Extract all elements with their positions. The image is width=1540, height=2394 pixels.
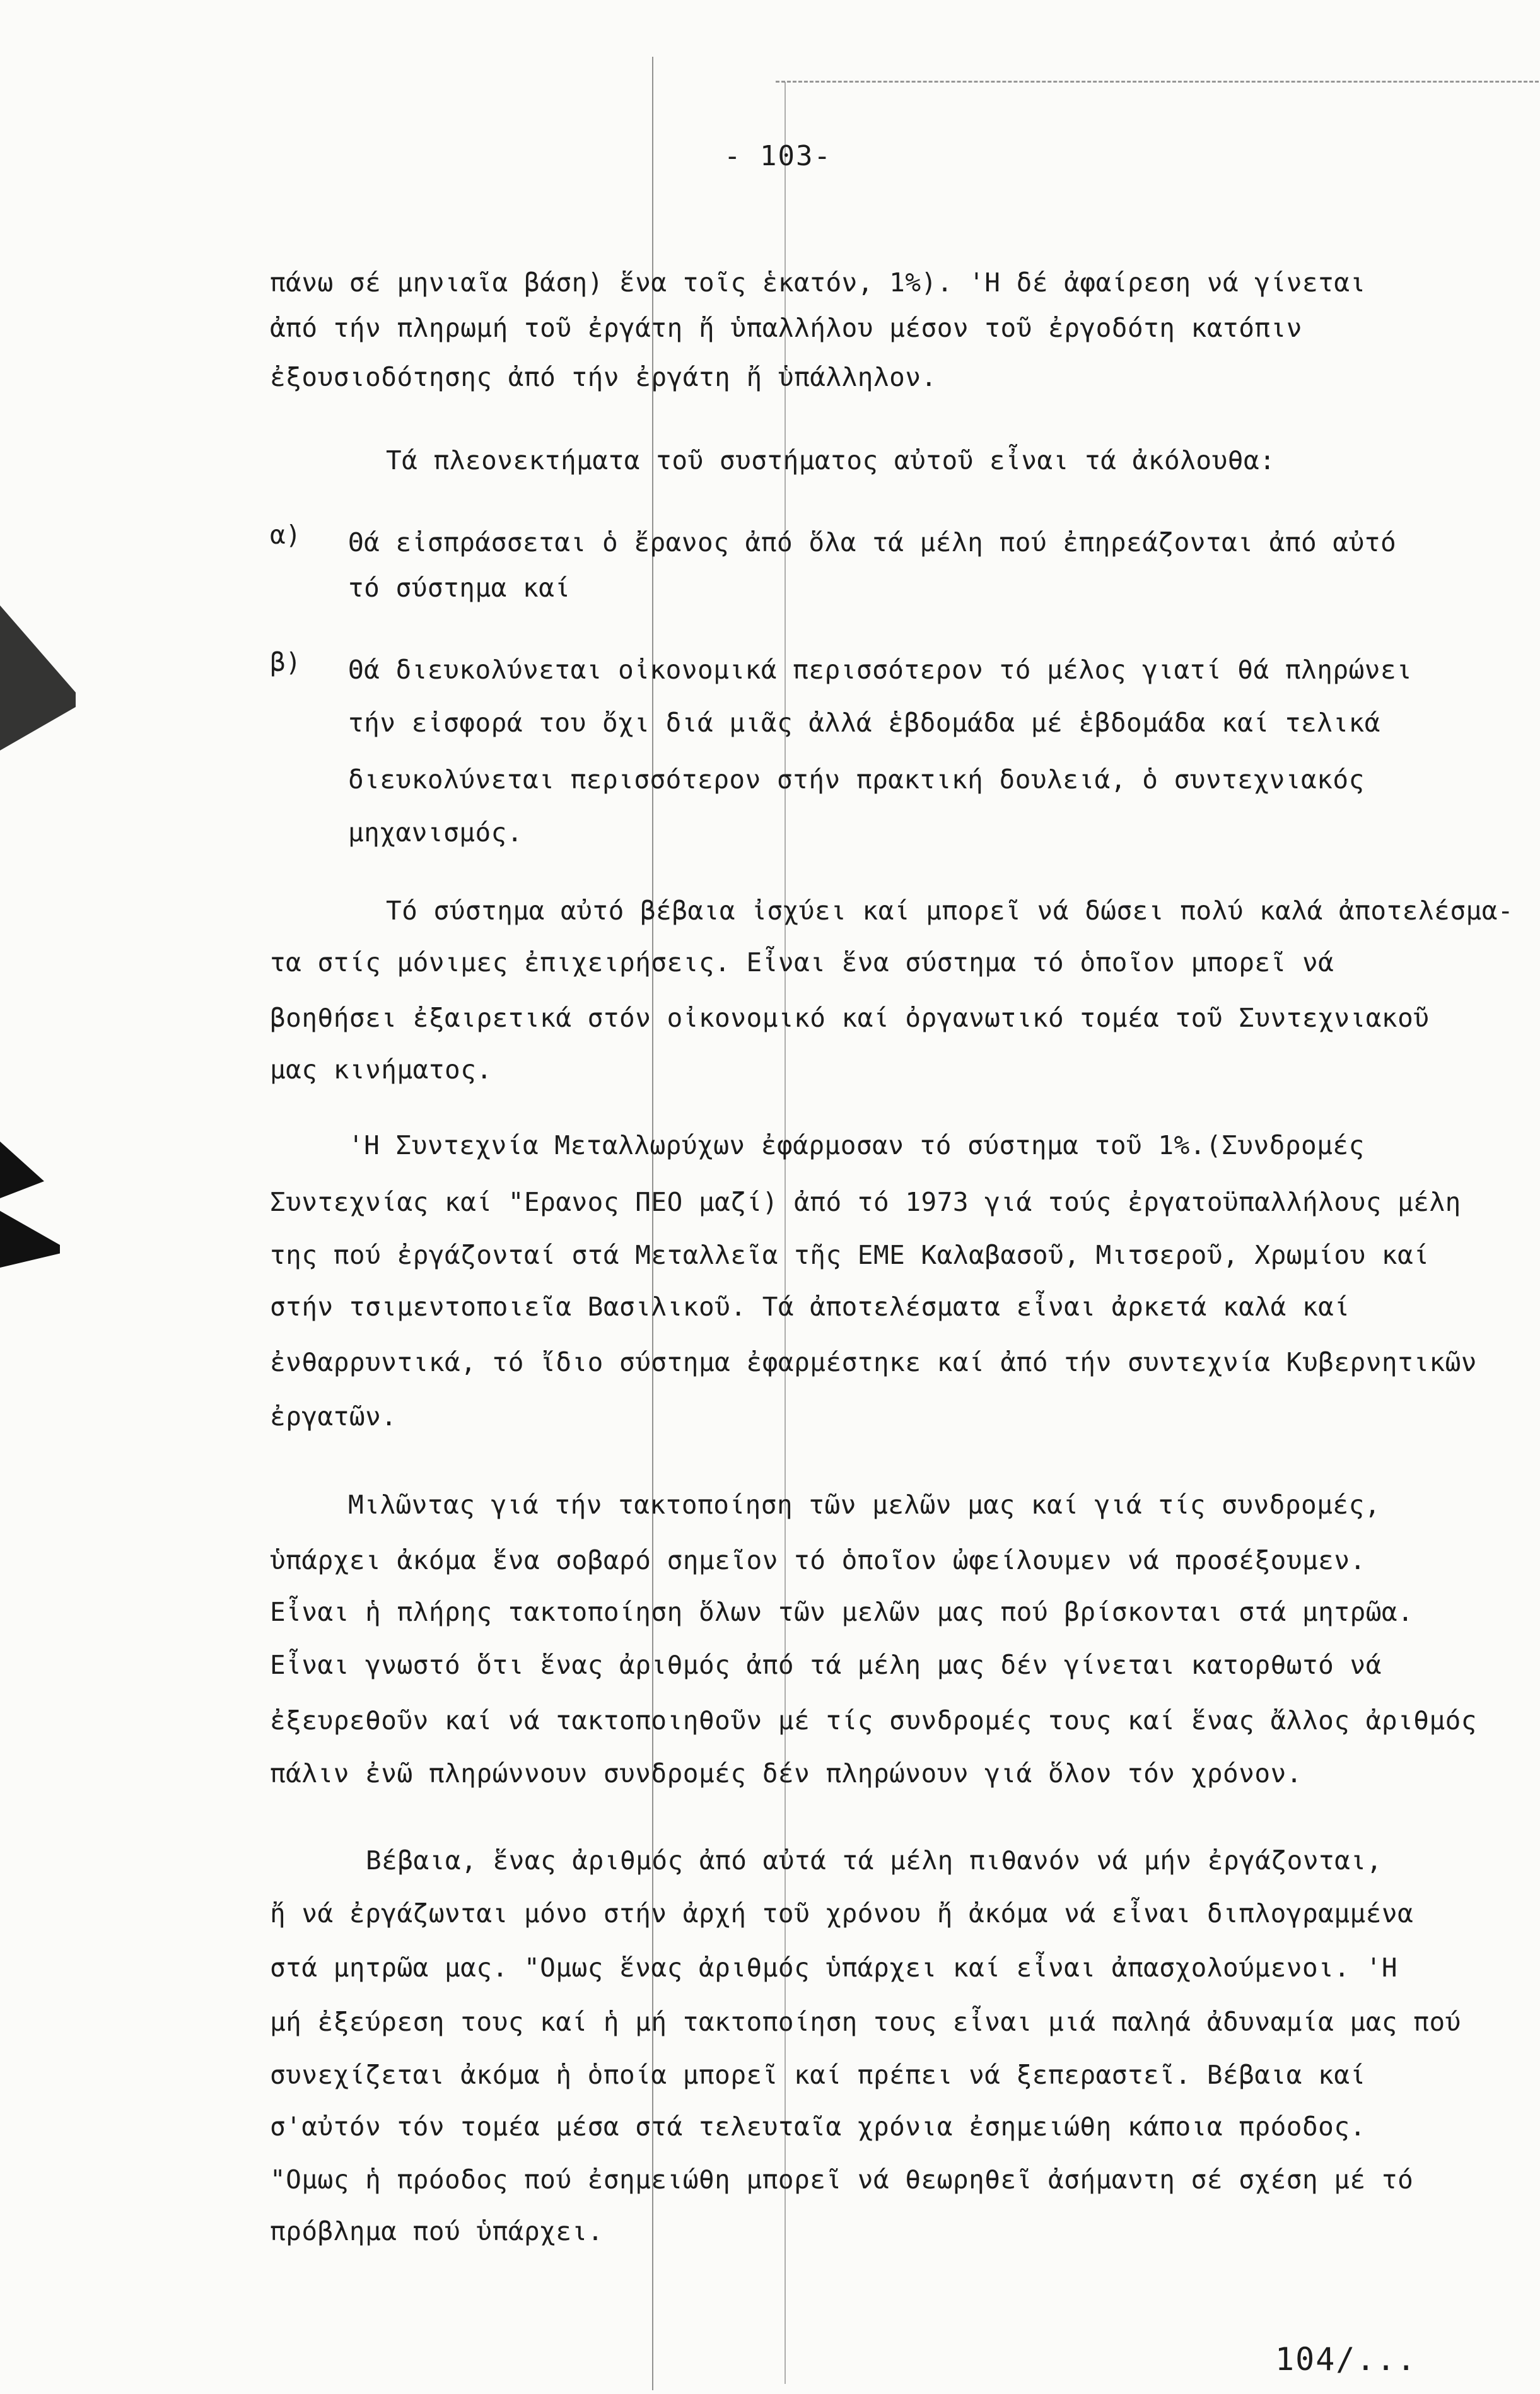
text-line: στά μητρῶα μας. "Ομως ἕνας ἀριθμός ὑπάρχει καί εἶναι ἀπασχολούμενοι. 'Η [270,1953,1398,1983]
text-line: Τό σύστημα αὐτό βέβαια ἰσχύει καί μπορεῖ νά δώσει πολύ καλά ἀποτελέσμα- [386,896,1514,926]
text-line: "Ομως ἡ πρόοδος πού ἐσημειώθη μπορεῖ νά θεωρηθεῖ ἀσήμαντη σέ σχέση μέ τό [270,2164,1414,2195]
text-line: ἐνθαρρυντικά, τό ἴδιο σύστημα ἐφαρμέστηκε καί ἀπό τήν συντεχνία Κυβερνητικῶν [270,1347,1477,1377]
text-line: μας κινήματος. [270,1054,493,1085]
scan-fold-line [785,82,786,2384]
text-line: πάλιν ἐνῶ πληρώννουν συνδρομές δέν πληρώνουν γιά ὅλον τόν χρόνον. [270,1758,1302,1789]
scan-dotted-edge [776,81,1539,83]
scan-edge-mark [0,605,76,750]
advantages-intro: Τά πλεονεκτήματα τοῦ συστήματος αὐτοῦ εἶναι τά ἀκόλουθα: [386,445,1276,476]
page-number: - 103- [724,140,832,172]
scan-fold-line [652,57,653,2390]
text-line: 'Η Συντεχνία Μεταλλωρύχων ἐφάρμοσαν τό σύστημα τοῦ 1%.(Συνδρομές [348,1130,1365,1160]
list-item-line: τήν εἰσφορά του ὄχι διά μιᾶς ἀλλά ἑβδομάδα μέ ἑβδομάδα καί τελικά [348,708,1380,738]
text-line: ἤ νά ἐργάζωνται μόνο στήν ἀρχή τοῦ χρόνου ἤ ἀκόμα νά εἶναι διπλογραμμένα [270,1898,1414,1929]
scan-edge-mark [0,1142,44,1198]
text-line: ἀπό τήν πληρωμή τοῦ ἐργάτη ἤ ὑπαλλήλου μέσον τοῦ ἐργοδότη κατόπιν [270,313,1302,343]
text-line: ὑπάρχει ἀκόμα ἕνα σοβαρό σημεῖον τό ὁποῖον ὠφείλουμεν νά προσέξουμεν. [270,1545,1366,1575]
text-line: συνεχίζεται ἀκόμα ἡ ὁποία μπορεῖ καί πρέπει νά ξεπεραστεῖ. Βέβαια καί [270,2060,1366,2090]
text-line: σ'αὐτόν τόν τομέα μέσα στά τελευταῖα χρόνια ἐσημειώθη κάποια πρόοδος. [270,2111,1366,2142]
list-item-line: διευκολύνεται περισσότερον στήν πρακτική δουλειά, ὁ συντεχνιακός [348,764,1365,795]
text-line: της πού ἐργάζονταί στά Μεταλλεῖα τῆς ΕΜΕ Καλαβασοῦ, Μιτσεροῦ, Χρωμίου καί [270,1240,1430,1270]
text-line: βοηθήσει ἐξαιρετικά στόν οἰκονομικό καί ὀργανωτικό τομέα τοῦ Συντεχνιακοῦ [270,1003,1430,1033]
text-line: Συντεχνίας καί "Ερανος ΠΕΟ μαζί) ἀπό τό 1973 γιά τούς ἐργατοϋπαλλήλους μέλη [270,1187,1461,1217]
text-line: τα στίς μόνιμες ἐπιχειρήσεις. Εἶναι ἕνα σύστημα τό ὁποῖον μπορεῖ νά [270,947,1334,978]
text-line: μή ἐξεύρεση τους καί ἡ μή τακτοποίηση τους εἶναι μιά παληά ἀδυναμία μας πού [270,2007,1461,2037]
next-page-reference: 104/... [1275,2341,1417,2378]
list-marker: α) [270,520,301,550]
text-line: Εἶναι ἡ πλήρης τακτοποίηση ὅλων τῶν μελῶν μας πού βρίσκονται στά μητρῶα. [270,1597,1414,1627]
text-line: ἐξουσιοδότησης ἀπό τήν ἐργάτη ἤ ὑπάλληλον. [270,362,937,392]
text-line: Μιλῶντας γιά τήν τακτοποίηση τῶν μελῶν μας καί γιά τίς συνδρομές, [348,1490,1380,1520]
text-line: πάνω σέ μηνιαῖα βάση) ἕνα τοῖς ἑκατόν, 1%). 'Η δέ ἀφαίρεση νά γίνεται [270,267,1366,298]
list-item-line: Θά διευκολύνεται οἰκονομικά περισσότερον τό μέλος γιατί θά πληρώνει [348,655,1413,685]
list-item-line: Θά εἰσπράσσεται ὁ ἔρανος ἀπό ὅλα τά μέλη πού ἐπηρεάζονται ἀπό αὐτό [348,527,1397,558]
list-item-line: μηχανισμός. [348,817,523,848]
list-item-line: τό σύστημα καί [348,573,571,603]
text-line: ἐξευρεθοῦν καί νά τακτοποιηθοῦν μέ τίς συνδρομές τους καί ἕνας ἄλλος ἀριθμός [270,1705,1477,1736]
text-line: ἐργατῶν. [270,1401,397,1432]
scan-edge-mark [0,1211,60,1268]
text-line: Εἶναι γνωστό ὅτι ἕνας ἀριθμός ἀπό τά μέλη μας δέν γίνεται κατορθωτό νά [270,1650,1382,1680]
list-marker: β) [270,647,301,677]
text-line: πρόβλημα πού ὑπάρχει. [270,2216,604,2246]
text-line: στήν τσιμεντοποιεῖα Βασιλικοῦ. Τά ἀποτελέσματα εἶναι ἀρκετά καλά καί [270,1292,1350,1322]
text-line: Βέβαια, ἕνας ἀριθμός ἀπό αὐτά τά μέλη πιθανόν νά μήν ἐργάζονται, [366,1845,1382,1876]
